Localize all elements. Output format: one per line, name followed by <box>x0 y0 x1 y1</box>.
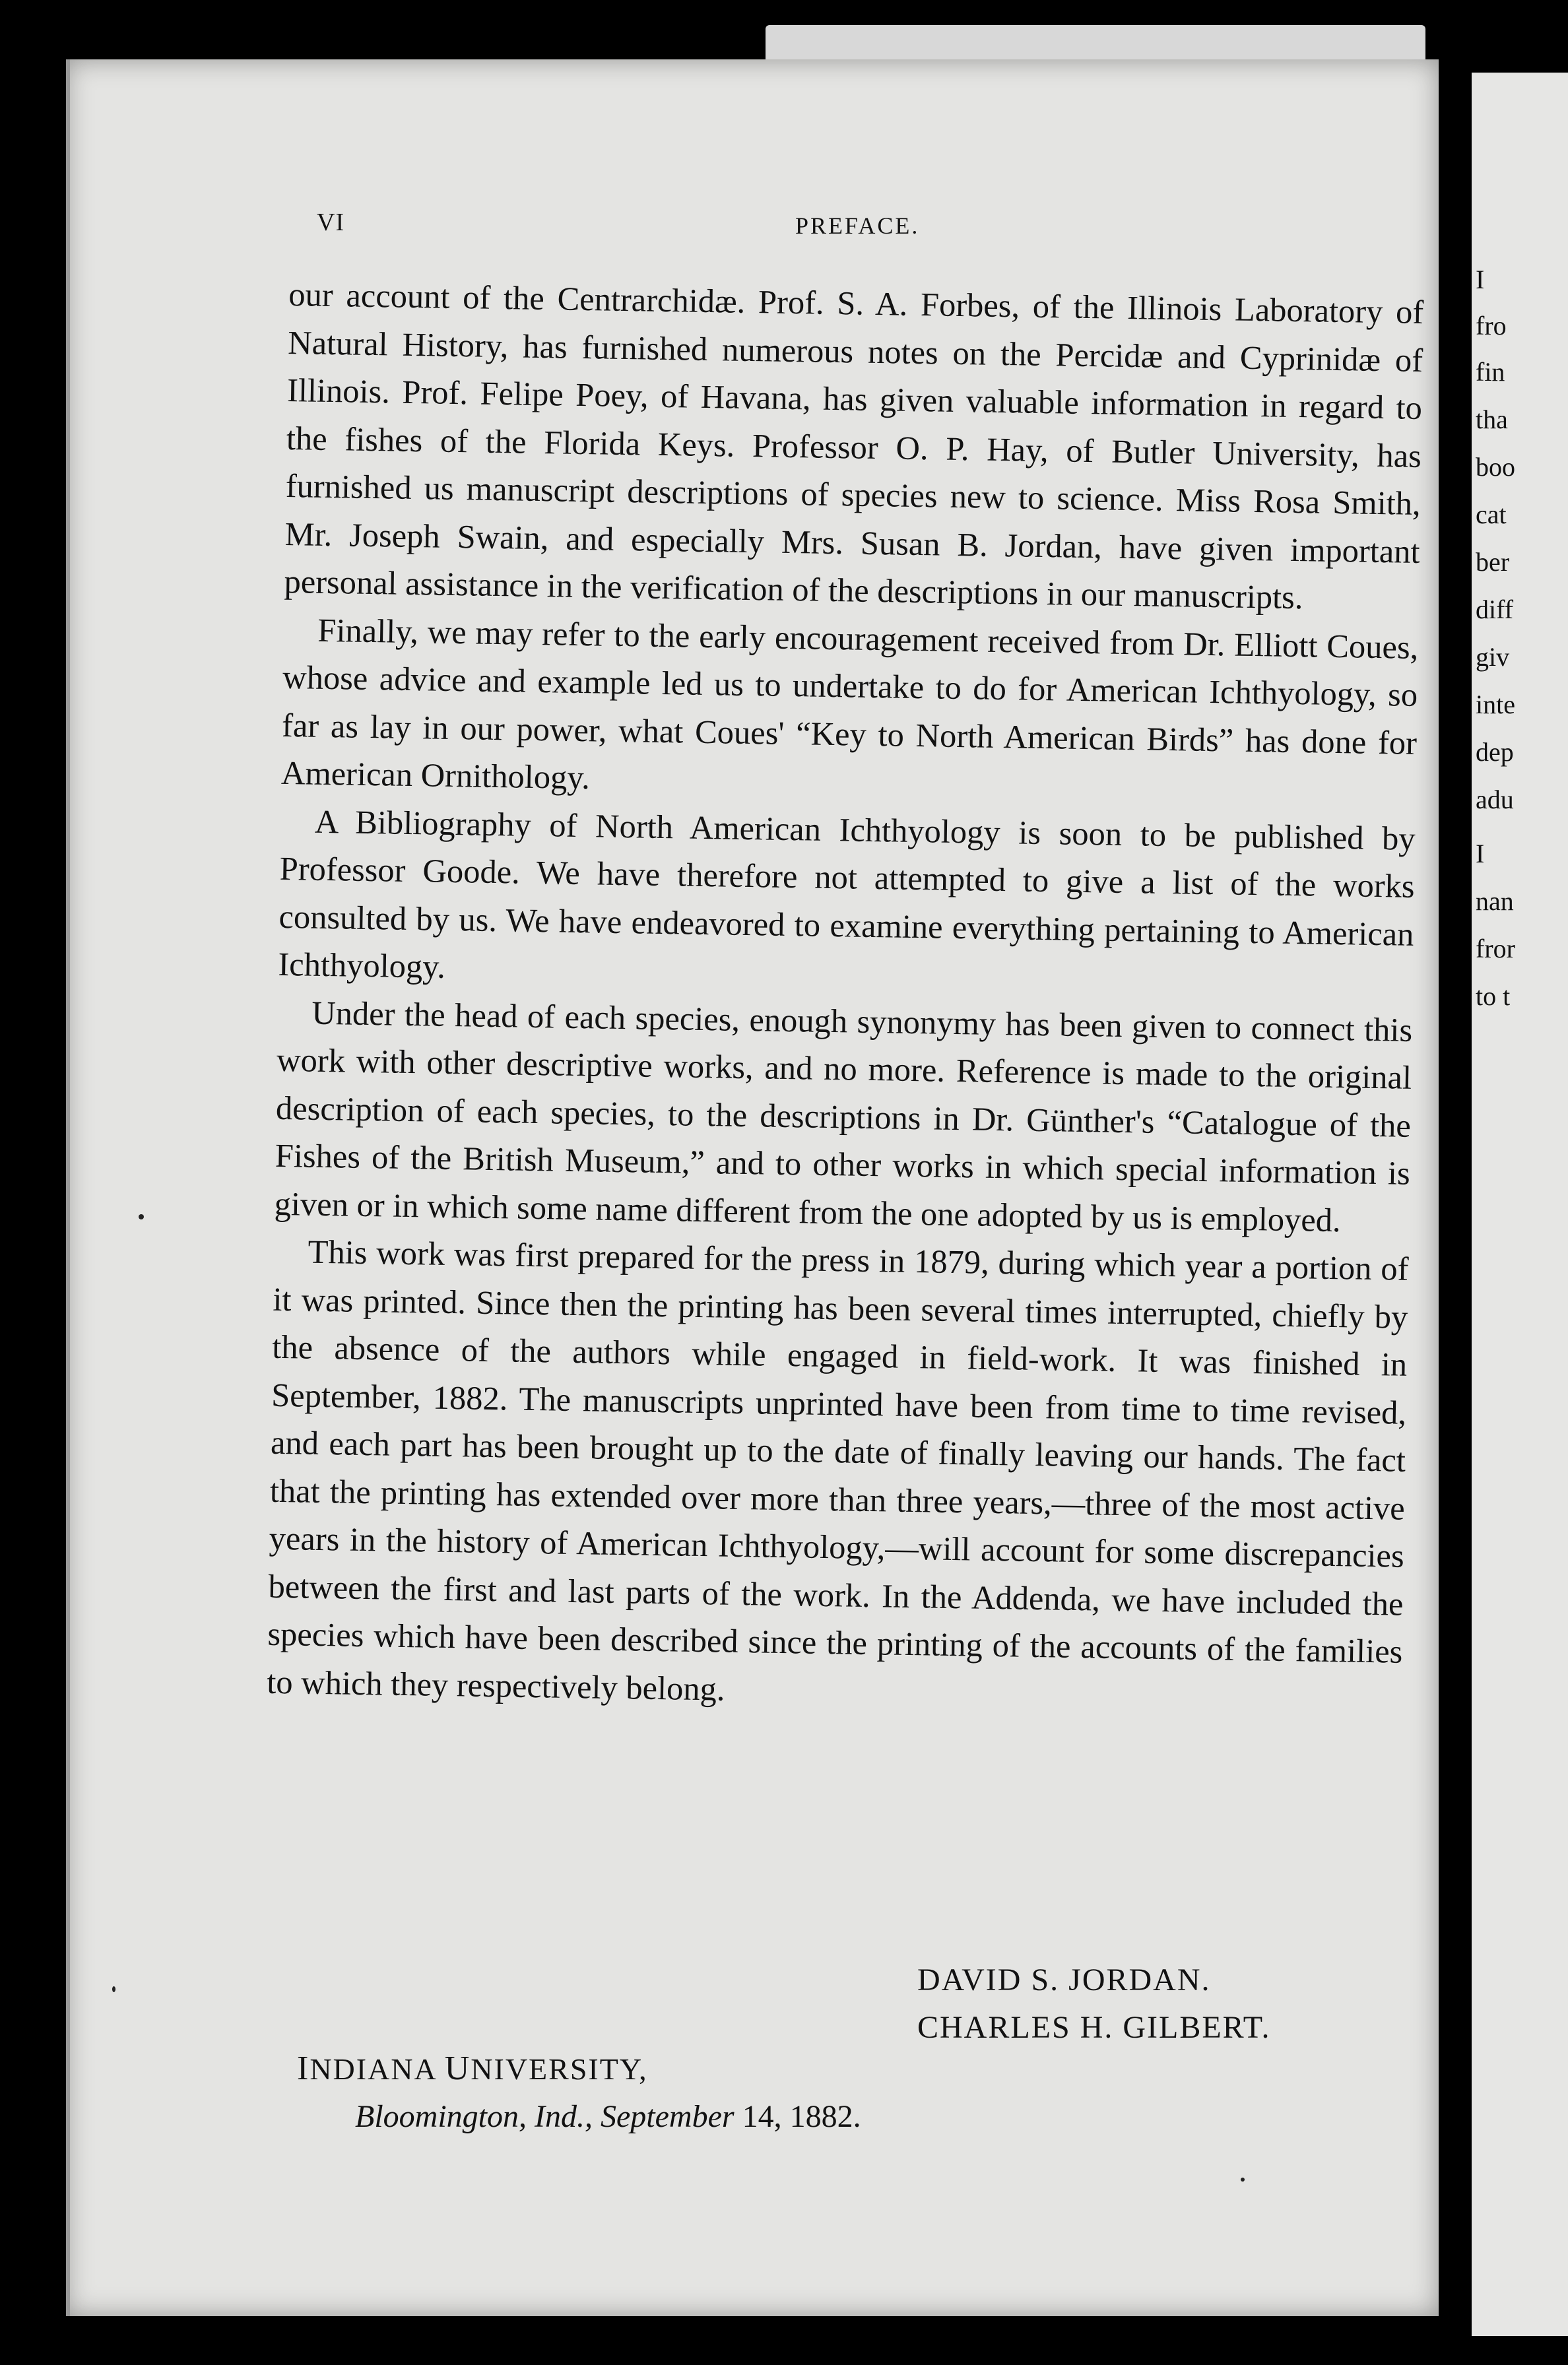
facing-page-line: giv <box>1476 642 1510 672</box>
book-page <box>66 59 1439 2316</box>
place-initial: I <box>297 2050 310 2087</box>
paragraph: Finally, we may refer to the early encouragement received from Dr. Elliott Coues, whose advice and example led us to undertake to do for American Ichthyology, so far as lay in our power, what Coues' “Key to North American Birds” has done for American Ornithology. <box>280 611 1419 796</box>
author-name: CHARLES H. GILBERT. <box>917 2010 1271 2045</box>
facing-page-line: adu <box>1476 785 1514 814</box>
author-signatures <box>917 1957 1271 2052</box>
scan-speck <box>1241 2178 1245 2182</box>
place-text: NDIANA <box>310 2052 445 2086</box>
running-head <box>66 208 1439 241</box>
paragraph: our account of the Centrarchidæ. Prof. S. A. Forbes, of the Illinois Laboratory of Natural History, has furnished numerous notes on the Percidæ and Cyprinidæ of Illinois. Prof. Felipe Poey, of Havana, has given valuable information in regard to the fishes of the Florida Keys. Professor O. P. Hay, of Butler University, has furnished us manuscript descriptions of species new to science. Miss Rosa Smith, Mr. Joseph Swain, and especially Mrs. Susan B. Jordan, have given important personal assistance in the verification of the descriptions in our manuscripts. <box>284 275 1424 616</box>
facing-page-line: diff <box>1476 595 1514 624</box>
place-text: NIVERSITY, <box>471 2052 648 2086</box>
dateline-date: 14, 1882. <box>734 2099 861 2134</box>
author-name: DAVID S. JORDAN. <box>917 1962 1211 1997</box>
facing-page-line: inte <box>1476 690 1515 719</box>
facing-page-line: boo <box>1476 452 1515 482</box>
paragraph: This work was first prepared for the press in 1879, during which year a portion of it was printed. Since then the printing has been several times interrupted, chiefly by the absence of the authors while engaged in field-work. It was finished in September, 1882. The manuscripts unprinted have been from time to time revised, and each part has been brought up to the date of finally leaving our hands. The fact that the printing has extended over more than three years,—three of the most active years in the history of American Ichthyology,—will account for some discrepancies between the first and last parts of the work. In the Addenda, we have included the species which have been described since the printing of the accounts of the families to which they respectively belong. <box>266 1233 1409 1708</box>
facing-page-line: fin <box>1476 357 1505 387</box>
scan-speck <box>139 1214 144 1219</box>
page-number: VI <box>317 209 345 236</box>
place-initial: U <box>444 2050 471 2087</box>
facing-page-line: fro <box>1476 311 1507 340</box>
facing-page-line: tha <box>1476 405 1508 434</box>
facing-page-line: I <box>1476 265 1485 294</box>
facing-page-line: fror <box>1476 934 1515 963</box>
facing-page-line: dep <box>1476 737 1514 767</box>
running-title: PREFACE. <box>795 212 920 239</box>
scan-speck <box>112 1986 115 1992</box>
facing-page-line: ber <box>1476 547 1510 577</box>
preface-body <box>267 271 1424 1724</box>
facing-page-fragment <box>1472 73 1568 2336</box>
paragraph: Under the head of each species, enough synonymy has been given to connect this work with other descriptive works, and no more. Reference is made to the original description of each species, to the descriptions in Dr. Günther's “Catalogue of the Fishes of the British Museum,” and to other works in which special information is given or in which some name different from the one adopted by us is employed. <box>274 994 1413 1239</box>
facing-page-line: cat <box>1476 500 1507 529</box>
dateline-italic: Bloomington, Ind., September <box>355 2099 735 2134</box>
paragraph: A Bibliography of North American Ichthyology is soon to be published by Professor Goode. We have therefore not attempted to give a list of the works consulted by us. We have endeavored to examine everything pertaining to American Ichthyology. <box>278 802 1416 985</box>
place-line <box>297 2049 648 2088</box>
dateline <box>355 2098 861 2135</box>
facing-page-line: nan <box>1476 886 1514 916</box>
facing-page-line: I <box>1476 839 1485 868</box>
facing-page-line: to t <box>1476 981 1511 1011</box>
